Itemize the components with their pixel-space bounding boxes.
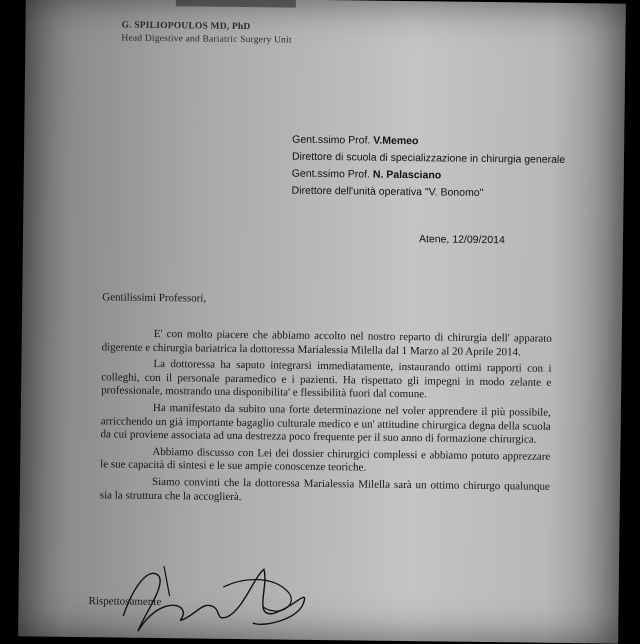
paragraph: La dottoressa ha saputo integrarsi immediatamente, instaurando ottimi rapporti con i colleghi, con il personale paramedico e i pazienti. Ha rispettato gli impegni in modo zelante e professionale, mostrando una disponibilita' e flessibilità fuori dal comune. (101, 358, 552, 401)
paragraph: Ha manifestato da subito una forte determinazione nel voler apprendere il più possibile, arricchendo un già importante bagaglio culturale medico e un' attitudine chirurgica degna della scuola da cui proviene associata ad una destrezza poco frequente per il suo anno di formazione chirurgica. (100, 401, 551, 446)
addressee-name: V.Memeo (373, 134, 419, 148)
addressee-block (291, 132, 565, 203)
letter-body (100, 327, 552, 511)
addressee-name: N. Palasciano (372, 168, 442, 182)
paragraph: E' con molto piacere che abbiamo accolto nel nostro reparto di chirurgia dell' apparato digerente e chirurgia bariatrica la dottoressa Marialessia Milella dal 1 Marzo al 20 Aprile 2014. (101, 327, 552, 359)
letterhead-name: G. SPILIOPOULOS MD, PhD (121, 20, 251, 33)
letterhead-title: Head Digestive and Bariatric Surgery Unit (121, 33, 292, 46)
letter-date: Atene, 12/09/2014 (418, 233, 505, 247)
top-edge-mark (176, 0, 296, 8)
addressee-salutation: Gent.ssimo Prof. (292, 133, 371, 147)
addressee-role-2: Direttore dell'unità operativa "V. Bonomo" (291, 184, 484, 199)
paragraph: Siamo convinti che la dottoressa Marialessia Milella sarà un ottimo chirurgo qualunque sia la struttura che la accoglierà. (99, 475, 551, 503)
salutation: Gentilissimi Professori, (102, 291, 207, 305)
letter-page (18, 0, 626, 644)
addressee-salutation: Gent.ssimo Prof. (291, 167, 371, 181)
addressee-role-1: Direttore di scuola di specializzazione in chirurgia generale (291, 150, 566, 166)
closing: Rispettosamente (88, 595, 162, 609)
handwritten-signature (103, 545, 334, 640)
letterhead (121, 20, 292, 48)
paragraph: Abbiamo discusso con Lei dei dossier chirurgici complessi e abbiamo potuto apprezzare le sue capacità di sintesi e le sue ampie conoscenze teoriche. (100, 445, 551, 474)
